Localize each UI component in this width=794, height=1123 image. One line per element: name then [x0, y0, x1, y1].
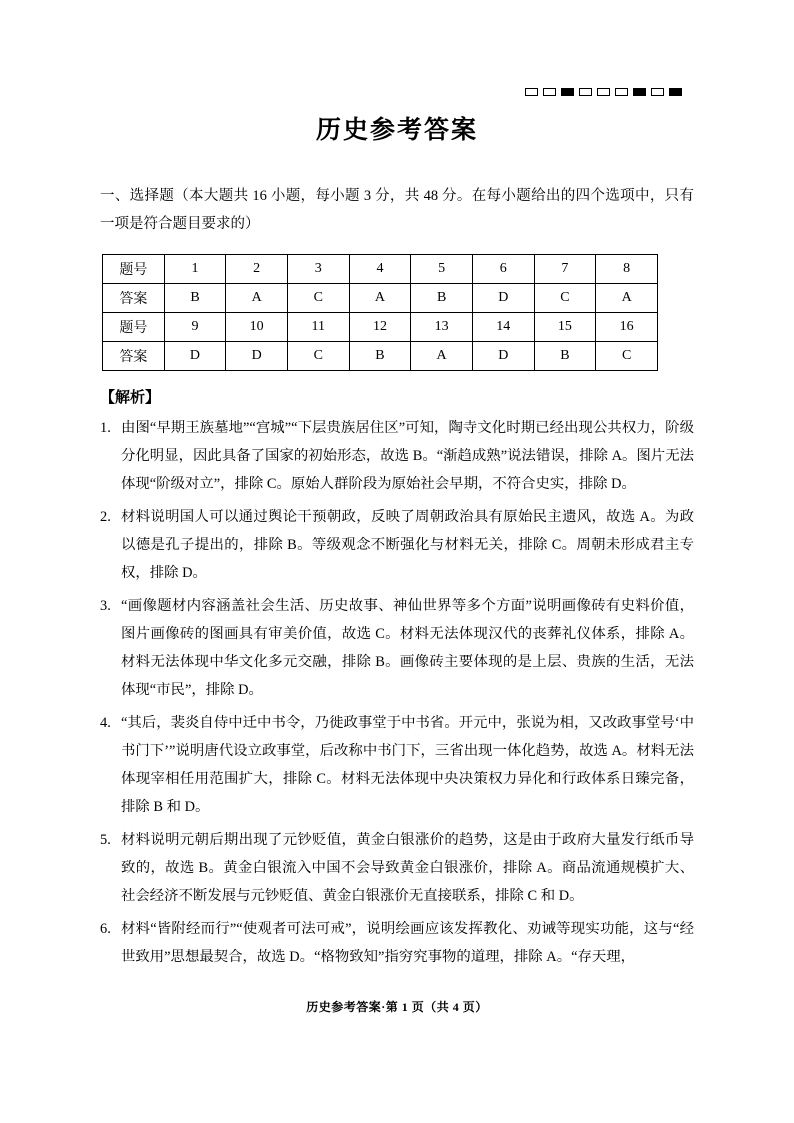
- table-row: [103, 313, 658, 342]
- table-row: [103, 342, 658, 371]
- answer-table: [102, 254, 658, 371]
- analysis-item: [100, 414, 694, 498]
- item-number: 3.: [100, 598, 111, 614]
- analysis-item: [100, 915, 694, 971]
- answer-cell: 12: [349, 313, 411, 342]
- answer-cell: 15: [534, 313, 596, 342]
- analysis-item: [100, 503, 694, 587]
- answer-cell: D: [472, 284, 534, 313]
- page-title: 历史参考答案: [315, 117, 478, 144]
- answer-cell: 9: [164, 313, 226, 342]
- analysis-list: [100, 414, 694, 971]
- answer-cell: C: [596, 342, 658, 371]
- analysis-item: [100, 826, 694, 910]
- item-text: 由图“早期王族墓地”“宫城”“下层贵族居住区”可知，陶寺文化时期已经出现公共权力，阶级分化明显，因此具备了国家的初始形态，故选 B。“渐趋成熟”说法错误，排除 A。图片无法体现“阶级对立”，排除 C。原始人群阶段为原始社会早期，不符合史实，排除 D。: [121, 420, 694, 492]
- outline-mark: [651, 88, 664, 96]
- analysis-item: [100, 592, 694, 704]
- answer-cell: 5: [411, 255, 473, 284]
- answer-cell: A: [349, 284, 411, 313]
- analysis-item: [100, 709, 694, 821]
- answer-cell: 11: [287, 313, 349, 342]
- answer-cell: C: [534, 284, 596, 313]
- item-text: 材料说明元朝后期出现了元钞贬值，黄金白银涨价的趋势，这是由于政府大量发行纸币导致的，故选 B。黄金白银流入中国不会导致黄金白银涨价，排除 A。商品流通规模扩大、社会经济不断发展与元钞贬值、黄金白银涨价无直接联系，排除 C 和 D。: [121, 832, 694, 904]
- item-text: 材料“皆附经而行”“使观者可法可戒”，说明绘画应该发挥教化、劝诫等现实功能，这与“经世致用”思想最契合，故选 D。“格物致知”指穷究事物的道理，排除 A。“存天理，: [121, 921, 694, 965]
- item-number: 4.: [100, 715, 111, 731]
- row-header-cell: 题号: [103, 255, 165, 284]
- answer-cell: B: [164, 284, 226, 313]
- answer-cell: 14: [472, 313, 534, 342]
- item-number: 1.: [100, 420, 111, 436]
- filled-mark: [633, 88, 646, 96]
- answer-cell: 16: [596, 313, 658, 342]
- answer-cell: A: [411, 342, 473, 371]
- answer-cell: B: [411, 284, 473, 313]
- answer-cell: C: [287, 342, 349, 371]
- item-number: 5.: [100, 832, 111, 848]
- outline-mark: [525, 88, 538, 96]
- answer-cell: 4: [349, 255, 411, 284]
- answer-cell: 13: [411, 313, 473, 342]
- row-header-cell: 答案: [103, 342, 165, 371]
- item-number: 6.: [100, 921, 111, 937]
- outline-mark: [615, 88, 628, 96]
- answer-cell: 6: [472, 255, 534, 284]
- answer-cell: D: [164, 342, 226, 371]
- answer-cell: 10: [226, 313, 288, 342]
- registration-marks: [525, 88, 682, 96]
- answer-cell: 2: [226, 255, 288, 284]
- outline-mark: [543, 88, 556, 96]
- outline-mark: [597, 88, 610, 96]
- analysis-label: 【解析】: [100, 390, 161, 406]
- section-heading: 一、选择题（本大题共 16 小题，每小题 3 分，共 48 分。在每小题给出的四个选项中，只有一项是符合题目要求的）: [100, 188, 694, 232]
- answer-cell: A: [226, 284, 288, 313]
- page-footer: 历史参考答案·第 1 页（共 4 页）: [306, 1000, 488, 1014]
- answer-cell: D: [472, 342, 534, 371]
- answer-cell: B: [349, 342, 411, 371]
- answer-cell: 1: [164, 255, 226, 284]
- outline-mark: [579, 88, 592, 96]
- table-row: [103, 284, 658, 313]
- item-number: 2.: [100, 509, 111, 525]
- table-row: [103, 255, 658, 284]
- answer-cell: 8: [596, 255, 658, 284]
- item-text: “画像题材内容涵盖社会生活、历史故事、神仙世界等多个方面”说明画像砖有史料价值，图片画像砖的图画具有审美价值，故选 C。材料无法体现汉代的丧葬礼仪体系，排除 A。材料无法体现中华文化多元交融，排除 B。画像砖主要体现的是上层、贵族的生活，无法体现“市民”，排除 D。: [121, 598, 694, 698]
- answer-cell: C: [287, 284, 349, 313]
- filled-mark: [561, 88, 574, 96]
- item-text: “其后，裴炎自侍中迁中书令，乃徙政事堂于中书省。开元中，张说为相，又改政事堂号‘中书门下’”说明唐代设立政事堂，后改称中书门下，三省出现一体化趋势，故选 A。材料无法体现宰相任用范围扩大，排除 C。材料无法体现中央决策权力异化和行政体系日臻完备，排除 B 和 D。: [121, 715, 694, 815]
- filled-mark: [669, 88, 682, 96]
- answer-cell: D: [226, 342, 288, 371]
- answer-cell: A: [596, 284, 658, 313]
- item-text: 材料说明国人可以通过舆论干预朝政，反映了周朝政治具有原始民主遗风，故选 A。为政以德是孔子提出的，排除 B。等级观念不断强化与材料无关，排除 C。周朝未形成君主专权，排除 D。: [121, 509, 694, 581]
- row-header-cell: 答案: [103, 284, 165, 313]
- answer-cell: 3: [287, 255, 349, 284]
- answer-cell: 7: [534, 255, 596, 284]
- answer-cell: B: [534, 342, 596, 371]
- row-header-cell: 题号: [103, 313, 165, 342]
